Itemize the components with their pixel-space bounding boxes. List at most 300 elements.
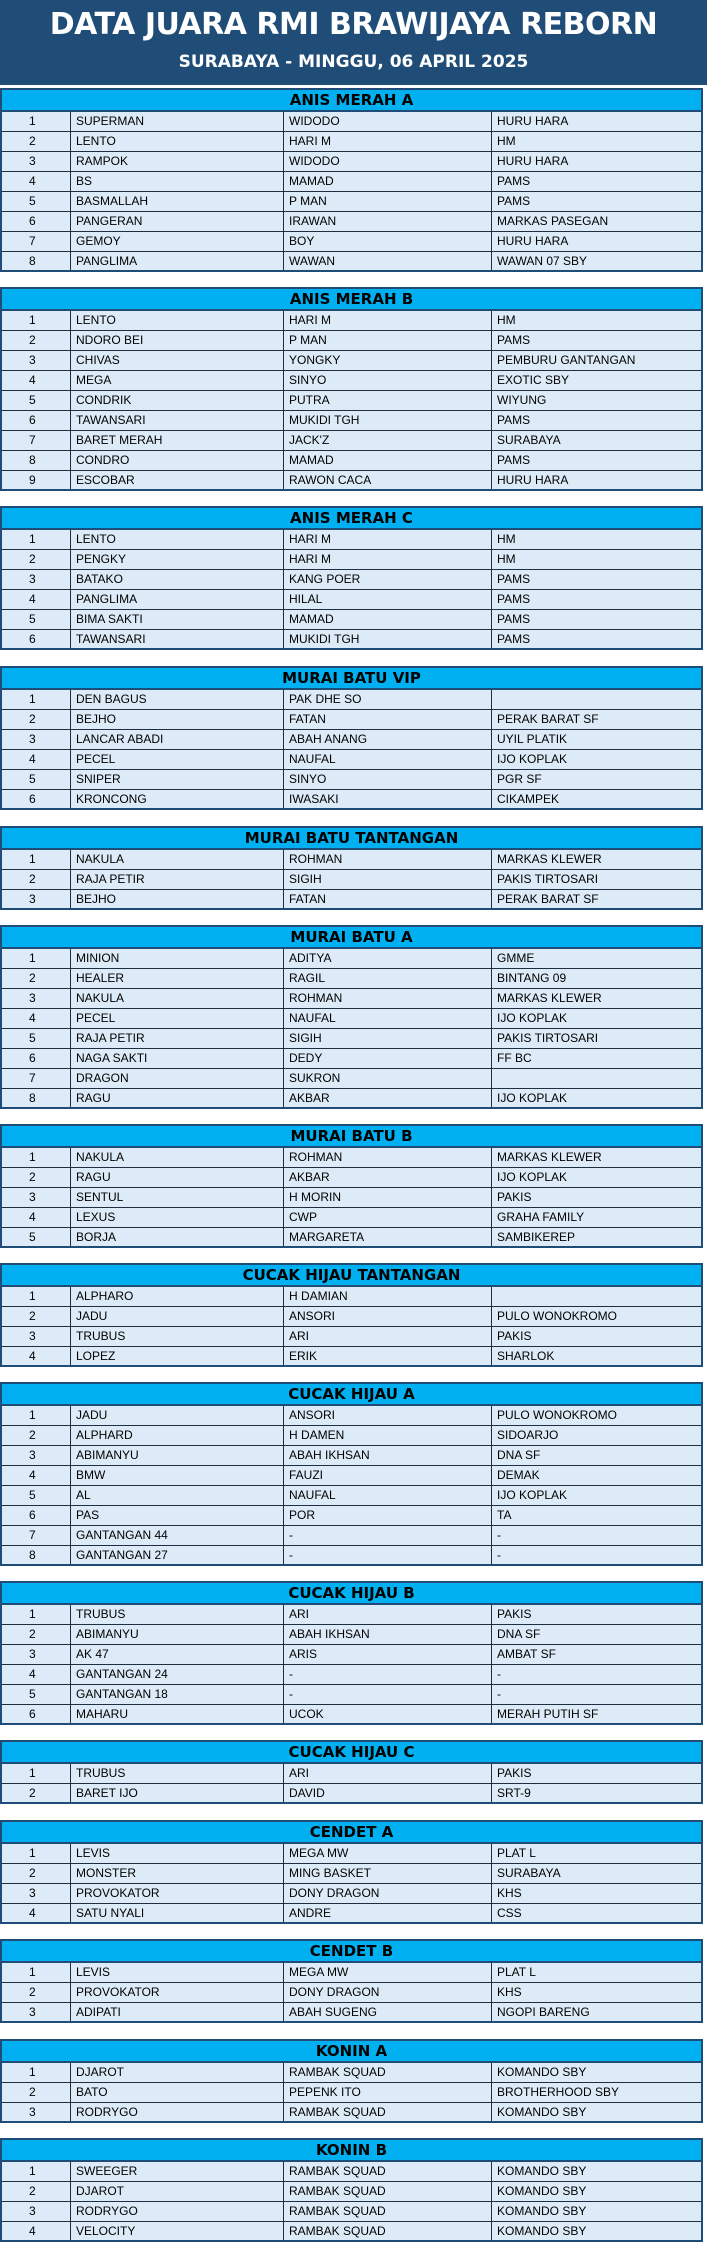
rank-cell: 3 <box>0 2003 70 2023</box>
owner-cell: BOY <box>283 232 491 252</box>
bird-name-cell: KRONCONG <box>70 790 283 810</box>
origin-cell <box>491 690 703 710</box>
table-row <box>0 690 703 710</box>
results-table <box>0 666 707 810</box>
origin-cell: MARKAS KLEWER <box>491 1148 703 1168</box>
owner-cell: DEDY <box>283 1049 491 1069</box>
origin-cell: DEMAK <box>491 1466 703 1486</box>
table-row <box>0 590 703 610</box>
owner-cell: ARI <box>283 1327 491 1347</box>
bird-name-cell: SUPERMAN <box>70 112 283 132</box>
owner-cell: KANG POER <box>283 570 491 590</box>
bird-name-cell: DEN BAGUS <box>70 690 283 710</box>
rank-cell: 6 <box>0 790 70 810</box>
origin-cell <box>491 1069 703 1089</box>
table-row <box>0 1864 703 1884</box>
origin-cell: KOMANDO SBY <box>491 2063 703 2083</box>
class-title: CUCAK HIJAU A <box>0 1382 703 1406</box>
origin-cell: PAKIS TIRTOSARI <box>491 1029 703 1049</box>
rank-cell: 3 <box>0 890 70 910</box>
rank-cell: 3 <box>0 351 70 371</box>
owner-cell: MEGA MW <box>283 1963 491 1983</box>
table-row <box>0 1605 703 1625</box>
table-row <box>0 331 703 351</box>
bird-name-cell: NAGA SAKTI <box>70 1049 283 1069</box>
owner-cell: FATAN <box>283 890 491 910</box>
origin-cell: BROTHERHOOD SBY <box>491 2083 703 2103</box>
bird-name-cell: BARET MERAH <box>70 431 283 451</box>
bird-name-cell: RAJA PETIR <box>70 1029 283 1049</box>
origin-cell: HURU HARA <box>491 112 703 132</box>
table-row <box>0 1526 703 1546</box>
table-row <box>0 451 703 471</box>
bird-name-cell: ABIMANYU <box>70 1446 283 1466</box>
origin-cell: GRAHA FAMILY <box>491 1208 703 1228</box>
rank-cell: 7 <box>0 232 70 252</box>
bird-name-cell: RODRYGO <box>70 2103 283 2123</box>
table-row <box>0 371 703 391</box>
bird-name-cell: PANGERAN <box>70 212 283 232</box>
rank-cell: 1 <box>0 949 70 969</box>
table-row <box>0 969 703 989</box>
origin-cell: SIDOARJO <box>491 1426 703 1446</box>
origin-cell: PAMS <box>491 411 703 431</box>
table-row <box>0 1665 703 1685</box>
table-row <box>0 1188 703 1208</box>
bird-name-cell: TRUBUS <box>70 1605 283 1625</box>
table-row <box>0 152 703 172</box>
rank-cell: 1 <box>0 2063 70 2083</box>
origin-cell: PERAK BARAT SF <box>491 890 703 910</box>
table-row <box>0 2202 703 2222</box>
table-row <box>0 890 703 910</box>
origin-cell: WIYUNG <box>491 391 703 411</box>
owner-cell: ANSORI <box>283 1307 491 1327</box>
owner-cell: DAVID <box>283 1784 491 1804</box>
table-row <box>0 192 703 212</box>
bird-name-cell: ALPHARO <box>70 1287 283 1307</box>
owner-cell: RAMBAK SQUAD <box>283 2063 491 2083</box>
class-title: CUCAK HIJAU TANTANGAN <box>0 1263 703 1287</box>
bird-name-cell: RAGU <box>70 1168 283 1188</box>
rank-cell: 1 <box>0 690 70 710</box>
bird-name-cell: LENTO <box>70 311 283 331</box>
bird-name-cell: ESCOBAR <box>70 471 283 491</box>
rank-cell: 2 <box>0 132 70 152</box>
rank-cell: 1 <box>0 1844 70 1864</box>
owner-cell: IRAWAN <box>283 212 491 232</box>
class-title: MURAI BATU TANTANGAN <box>0 826 703 850</box>
table-row <box>0 1486 703 1506</box>
origin-cell: KOMANDO SBY <box>491 2103 703 2123</box>
origin-cell: IJO KOPLAK <box>491 1486 703 1506</box>
table-row <box>0 1625 703 1645</box>
owner-cell: RAMBAK SQUAD <box>283 2182 491 2202</box>
table-row <box>0 1089 703 1109</box>
owner-cell: MEGA MW <box>283 1844 491 1864</box>
bird-name-cell: CHIVAS <box>70 351 283 371</box>
rank-cell: 2 <box>0 550 70 570</box>
bird-name-cell: JADU <box>70 1307 283 1327</box>
owner-cell: MAMAD <box>283 172 491 192</box>
origin-cell: PAKIS TIRTOSARI <box>491 870 703 890</box>
table-row <box>0 112 703 132</box>
bird-name-cell: CONDRIK <box>70 391 283 411</box>
origin-cell: PLAT L <box>491 1844 703 1864</box>
bird-name-cell: ABIMANYU <box>70 1625 283 1645</box>
bird-name-cell: GANTANGAN 18 <box>70 1685 283 1705</box>
origin-cell: PULO WONOKROMO <box>491 1406 703 1426</box>
owner-cell: P MAN <box>283 331 491 351</box>
owner-cell: WIDODO <box>283 112 491 132</box>
table-row <box>0 1685 703 1705</box>
rank-cell: 2 <box>0 1625 70 1645</box>
bird-name-cell: LENTO <box>70 132 283 152</box>
class-title: CUCAK HIJAU B <box>0 1581 703 1605</box>
origin-cell: - <box>491 1685 703 1705</box>
bird-name-cell: LEXUS <box>70 1208 283 1228</box>
owner-cell: RAMBAK SQUAD <box>283 2103 491 2123</box>
origin-cell: PULO WONOKROMO <box>491 1307 703 1327</box>
origin-cell: DNA SF <box>491 1625 703 1645</box>
bird-name-cell: TRUBUS <box>70 1327 283 1347</box>
table-row <box>0 630 703 650</box>
rank-cell: 4 <box>0 1466 70 1486</box>
table-row <box>0 2003 703 2023</box>
rank-cell: 6 <box>0 1049 70 1069</box>
rank-cell: 1 <box>0 311 70 331</box>
origin-cell: IJO KOPLAK <box>491 1009 703 1029</box>
origin-cell: - <box>491 1546 703 1566</box>
origin-cell: HM <box>491 132 703 152</box>
bird-name-cell: RODRYGO <box>70 2202 283 2222</box>
table-row <box>0 2083 703 2103</box>
rank-cell: 3 <box>0 730 70 750</box>
origin-cell: PAKIS <box>491 1188 703 1208</box>
table-row <box>0 1228 703 1248</box>
class-title: ANIS MERAH A <box>0 88 703 112</box>
owner-cell: ARI <box>283 1764 491 1784</box>
table-row <box>0 1168 703 1188</box>
owner-cell: H DAMIAN <box>283 1287 491 1307</box>
bird-name-cell: ALPHARD <box>70 1426 283 1446</box>
owner-cell: MARGARETA <box>283 1228 491 1248</box>
table-row <box>0 2182 703 2202</box>
rank-cell: 4 <box>0 1208 70 1228</box>
rank-cell: 3 <box>0 989 70 1009</box>
page-title: DATA JUARA RMI BRAWIJAYA REBORN <box>49 7 658 42</box>
origin-cell: MERAH PUTIH SF <box>491 1705 703 1725</box>
table-row <box>0 172 703 192</box>
origin-cell: HM <box>491 530 703 550</box>
rank-cell: 6 <box>0 411 70 431</box>
bird-name-cell: RAMPOK <box>70 152 283 172</box>
table-row <box>0 471 703 491</box>
owner-cell: ABAH ANANG <box>283 730 491 750</box>
owner-cell: FATAN <box>283 710 491 730</box>
origin-cell: SHARLOK <box>491 1347 703 1367</box>
origin-cell: BINTANG 09 <box>491 969 703 989</box>
bird-name-cell: ADIPATI <box>70 2003 283 2023</box>
bird-name-cell: VELOCITY <box>70 2222 283 2242</box>
origin-cell: EXOTIC SBY <box>491 371 703 391</box>
origin-cell: SRT-9 <box>491 1784 703 1804</box>
origin-cell: HM <box>491 550 703 570</box>
rank-cell: 4 <box>0 2222 70 2242</box>
table-row <box>0 411 703 431</box>
table-row <box>0 1466 703 1486</box>
bird-name-cell: RAJA PETIR <box>70 870 283 890</box>
bird-name-cell: SWEEGER <box>70 2162 283 2182</box>
origin-cell: MARKAS PASEGAN <box>491 212 703 232</box>
table-row <box>0 1049 703 1069</box>
owner-cell: DONY DRAGON <box>283 1884 491 1904</box>
owner-cell: CWP <box>283 1208 491 1228</box>
rank-cell: 6 <box>0 630 70 650</box>
rank-cell: 3 <box>0 1645 70 1665</box>
bird-name-cell: AK 47 <box>70 1645 283 1665</box>
class-title: KONIN A <box>0 2039 703 2063</box>
bird-name-cell: TAWANSARI <box>70 630 283 650</box>
rank-cell: 4 <box>0 371 70 391</box>
origin-cell: PAMS <box>491 192 703 212</box>
bird-name-cell: LEVIS <box>70 1844 283 1864</box>
bird-name-cell: BATO <box>70 2083 283 2103</box>
results-table <box>0 2039 707 2123</box>
origin-cell: TA <box>491 1506 703 1526</box>
results-table <box>0 1124 707 1248</box>
owner-cell: WAWAN <box>283 252 491 272</box>
table-row <box>0 730 703 750</box>
bird-name-cell: DRAGON <box>70 1069 283 1089</box>
bird-name-cell: GANTANGAN 44 <box>70 1526 283 1546</box>
owner-cell: NAUFAL <box>283 1009 491 1029</box>
origin-cell: HURU HARA <box>491 471 703 491</box>
owner-cell: ERIK <box>283 1347 491 1367</box>
rank-cell: 2 <box>0 1983 70 2003</box>
owner-cell: PAK DHE SO <box>283 690 491 710</box>
owner-cell: MUKIDI TGH <box>283 630 491 650</box>
origin-cell: AMBAT SF <box>491 1645 703 1665</box>
bird-name-cell: NAKULA <box>70 989 283 1009</box>
table-row <box>0 1904 703 1924</box>
table-row <box>0 550 703 570</box>
origin-cell: CSS <box>491 1904 703 1924</box>
origin-cell: PAMS <box>491 451 703 471</box>
rank-cell: 3 <box>0 1884 70 1904</box>
owner-cell: IWASAKI <box>283 790 491 810</box>
owner-cell: HARI M <box>283 530 491 550</box>
rank-cell: 1 <box>0 1406 70 1426</box>
rank-cell: 2 <box>0 1168 70 1188</box>
results-table <box>0 287 707 491</box>
bird-name-cell: GANTANGAN 24 <box>70 1665 283 1685</box>
owner-cell: FAUZI <box>283 1466 491 1486</box>
table-row <box>0 570 703 590</box>
results-table <box>0 1263 707 1367</box>
results-table <box>0 826 707 910</box>
class-title: CENDET B <box>0 1939 703 1963</box>
owner-cell: POR <box>283 1506 491 1526</box>
origin-cell: PEMBURU GANTANGAN <box>491 351 703 371</box>
bird-name-cell: TAWANSARI <box>70 411 283 431</box>
origin-cell: DNA SF <box>491 1446 703 1466</box>
bird-name-cell: BORJA <box>70 1228 283 1248</box>
bird-name-cell: SENTUL <box>70 1188 283 1208</box>
table-row <box>0 212 703 232</box>
origin-cell: WAWAN 07 SBY <box>491 252 703 272</box>
origin-cell: KOMANDO SBY <box>491 2222 703 2242</box>
origin-cell: HURU HARA <box>491 232 703 252</box>
bird-name-cell: BEJHO <box>70 890 283 910</box>
table-row <box>0 252 703 272</box>
origin-cell: KOMANDO SBY <box>491 2182 703 2202</box>
table-row <box>0 232 703 252</box>
owner-cell: RAGIL <box>283 969 491 989</box>
rank-cell: 7 <box>0 1069 70 1089</box>
owner-cell: ADITYA <box>283 949 491 969</box>
table-row <box>0 1645 703 1665</box>
table-row <box>0 1307 703 1327</box>
origin-cell: PAKIS <box>491 1327 703 1347</box>
bird-name-cell: BASMALLAH <box>70 192 283 212</box>
bird-name-cell: MEGA <box>70 371 283 391</box>
bird-name-cell: BIMA SAKTI <box>70 610 283 630</box>
rank-cell: 2 <box>0 1307 70 1327</box>
rank-cell: 8 <box>0 252 70 272</box>
bird-name-cell: PENGKY <box>70 550 283 570</box>
table-row <box>0 1844 703 1864</box>
owner-cell: - <box>283 1665 491 1685</box>
bird-name-cell: AL <box>70 1486 283 1506</box>
rank-cell: 1 <box>0 1963 70 1983</box>
owner-cell: PUTRA <box>283 391 491 411</box>
table-row <box>0 1287 703 1307</box>
origin-cell: PERAK BARAT SF <box>491 710 703 730</box>
rank-cell: 1 <box>0 1605 70 1625</box>
bird-name-cell: SATU NYALI <box>70 1904 283 1924</box>
results-table <box>0 2138 707 2242</box>
rank-cell: 5 <box>0 192 70 212</box>
rank-cell: 6 <box>0 1705 70 1725</box>
rank-cell: 3 <box>0 152 70 172</box>
origin-cell: NGOPI BARENG <box>491 2003 703 2023</box>
origin-cell: PAMS <box>491 630 703 650</box>
owner-cell: HARI M <box>283 550 491 570</box>
table-row <box>0 1705 703 1725</box>
origin-cell: PAMS <box>491 331 703 351</box>
origin-cell: SURABAYA <box>491 431 703 451</box>
bird-name-cell: GANTANGAN 27 <box>70 1546 283 1566</box>
bird-name-cell: LANCAR ABADI <box>70 730 283 750</box>
bird-name-cell: MONSTER <box>70 1864 283 1884</box>
owner-cell: ROHMAN <box>283 1148 491 1168</box>
table-row <box>0 431 703 451</box>
rank-cell: 6 <box>0 1506 70 1526</box>
table-row <box>0 1784 703 1804</box>
origin-cell: PAMS <box>491 610 703 630</box>
rank-cell: 1 <box>0 850 70 870</box>
bird-name-cell: NAKULA <box>70 1148 283 1168</box>
rank-cell: 2 <box>0 969 70 989</box>
bird-name-cell: MAHARU <box>70 1705 283 1725</box>
rank-cell: 4 <box>0 172 70 192</box>
page-subtitle: SURABAYA - MINGGU, 06 APRIL 2025 <box>178 52 529 72</box>
origin-cell: KOMANDO SBY <box>491 2202 703 2222</box>
rank-cell: 2 <box>0 710 70 730</box>
rank-cell: 5 <box>0 1685 70 1705</box>
rank-cell: 3 <box>0 1188 70 1208</box>
owner-cell: ABAH SUGENG <box>283 2003 491 2023</box>
bird-name-cell: BARET IJO <box>70 1784 283 1804</box>
bird-name-cell: MINION <box>70 949 283 969</box>
rank-cell: 5 <box>0 1228 70 1248</box>
table-row <box>0 949 703 969</box>
origin-cell: PAKIS <box>491 1605 703 1625</box>
owner-cell: JACK'Z <box>283 431 491 451</box>
owner-cell: - <box>283 1546 491 1566</box>
rank-cell: 2 <box>0 1426 70 1446</box>
bird-name-cell: PECEL <box>70 1009 283 1029</box>
class-title: ANIS MERAH B <box>0 287 703 311</box>
table-row <box>0 1546 703 1566</box>
owner-cell: ARIS <box>283 1645 491 1665</box>
owner-cell: UCOK <box>283 1705 491 1725</box>
class-title: CUCAK HIJAU C <box>0 1740 703 1764</box>
class-title: MURAI BATU B <box>0 1124 703 1148</box>
rank-cell: 5 <box>0 1486 70 1506</box>
bird-name-cell: HEALER <box>70 969 283 989</box>
origin-cell: MARKAS KLEWER <box>491 850 703 870</box>
results-table <box>0 925 707 1109</box>
bird-name-cell: TRUBUS <box>70 1764 283 1784</box>
table-row <box>0 989 703 1009</box>
rank-cell: 8 <box>0 451 70 471</box>
rank-cell: 2 <box>0 2083 70 2103</box>
bird-name-cell: LEVIS <box>70 1963 283 1983</box>
table-row <box>0 2103 703 2123</box>
origin-cell: KHS <box>491 1983 703 2003</box>
table-row <box>0 1963 703 1983</box>
bird-name-cell: NDORO BEI <box>70 331 283 351</box>
owner-cell: RAMBAK SQUAD <box>283 2162 491 2182</box>
table-row <box>0 850 703 870</box>
owner-cell: P MAN <box>283 192 491 212</box>
owner-cell: YONGKY <box>283 351 491 371</box>
table-row <box>0 1406 703 1426</box>
owner-cell: DONY DRAGON <box>283 1983 491 2003</box>
rank-cell: 5 <box>0 1029 70 1049</box>
table-row <box>0 2222 703 2242</box>
rank-cell: 2 <box>0 1864 70 1884</box>
rank-cell: 4 <box>0 750 70 770</box>
rank-cell: 4 <box>0 1009 70 1029</box>
bird-name-cell: NAKULA <box>70 850 283 870</box>
rank-cell: 3 <box>0 1446 70 1466</box>
owner-cell: RAMBAK SQUAD <box>283 2222 491 2242</box>
bird-name-cell: SNIPER <box>70 770 283 790</box>
origin-cell: HURU HARA <box>491 152 703 172</box>
owner-cell: H DAMEN <box>283 1426 491 1446</box>
table-row <box>0 1426 703 1446</box>
table-row <box>0 2162 703 2182</box>
origin-cell: IJO KOPLAK <box>491 1089 703 1109</box>
bird-name-cell: JADU <box>70 1406 283 1426</box>
origin-cell: - <box>491 1665 703 1685</box>
bird-name-cell: PROVOKATOR <box>70 1983 283 2003</box>
table-row <box>0 710 703 730</box>
origin-cell: PAMS <box>491 570 703 590</box>
